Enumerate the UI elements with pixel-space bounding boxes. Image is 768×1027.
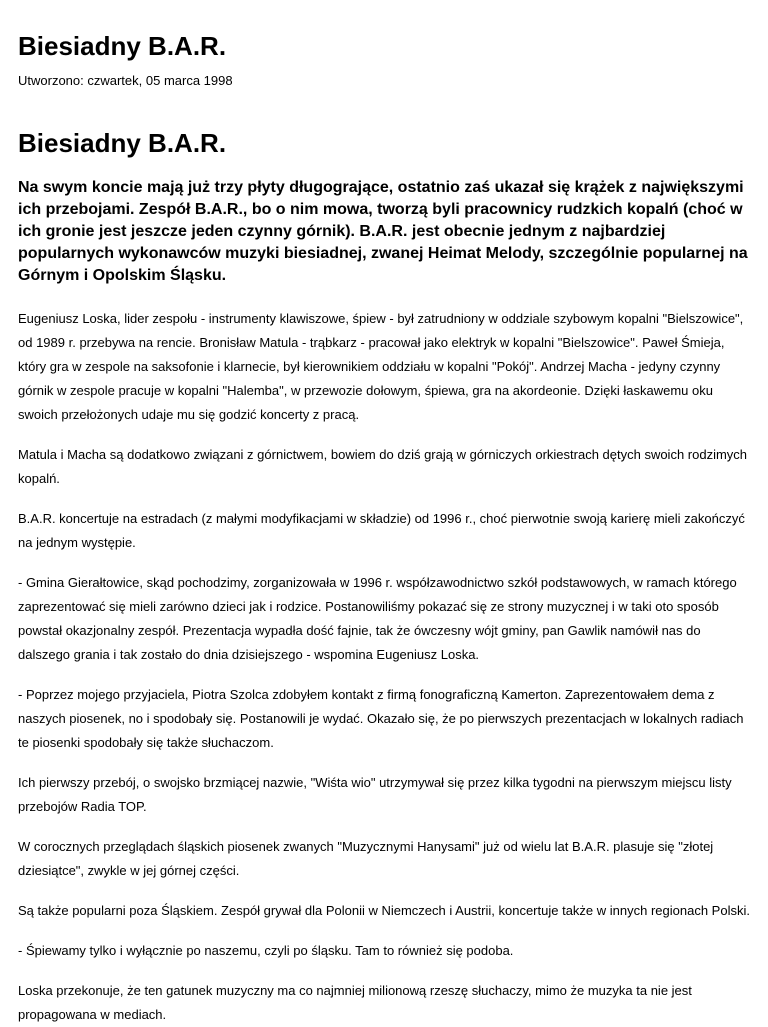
paragraph: Są także popularni poza Śląskiem. Zespół grywał dla Polonii w Niemczech i Austrii, koncertuje także w innych regionach Polski. (18, 903, 750, 918)
article-title: Biesiadny B.A.R. (18, 128, 227, 158)
paragraph: - Śpiewamy tylko i wyłącznie po naszemu, czyli po śląsku. Tam to również się podoba. (18, 943, 514, 958)
article-lead: Na swym koncie mają już trzy płyty długogrające, ostatnio zaś ukazał się krążek z największymi ich przebojami. Zespół B.A.R., bo o nim mowa, tworzą byli pracownicy rudzkich kopalń (choć w ich gronie jest jeszcze jeden czynny górnik). B.A.R. jest obecnie jednym z najbardziej popularnych wykonawców muzyki biesiadnej, zwanej Heimat Melody, szczególnie popularnej na Górnym i Opolskim Śląsku. (18, 179, 748, 284)
paragraph: - Poprzez mojego przyjaciela, Piotra Szolca zdobyłem kontakt z firmą fonograficzną Kamerton. Zaprezentowałem dema z naszych piosenek, no i spodobały się. Postanowili je wydać. Okazało się, że po pierwszych prezentacjach w lokalnych radiach te piosenki spodobały się także słuchaczom. (18, 687, 744, 750)
paragraph: Matula i Macha są dodatkowo związani z górnictwem, bowiem do dziś grają w górniczych orkiestrach dętych swoich rodzimych kopalń. (18, 447, 748, 486)
created-date: Utworzono: czwartek, 05 marca 1998 (18, 73, 233, 88)
paragraph: Ich pierwszy przebój, o swojsko brzmiącej nazwie, "Wiśta wio" utrzymywał się przez kilka tygodni na pierwszym miejscu listy przebojów Radia TOP. (18, 775, 732, 814)
paragraph: W corocznych przeglądach śląskich piosenek zwanych "Muzycznymi Hanysami" już od wielu lat B.A.R. plasuje się "złotej dziesiątce", zwykle w jej górnej części. (18, 839, 714, 878)
paragraph: Loska przekonuje, że ten gatunek muzyczny ma co najmniej milionową rzeszę słuchaczy, mimo że muzyka ta nie jest propagowana w mediach. (18, 983, 692, 1022)
page-title: Biesiadny B.A.R. (18, 31, 227, 61)
paragraph: - Gmina Gierałtowice, skąd pochodzimy, zorganizowała w 1996 r. współzawodnictwo szkół podstawowych, w ramach którego zaprezentować się mieli zarówno dzieci jak i rodzice. Postanowiliśmy pokazać się ze strony muzycznej i w taki oto sposób powstał okazjonalny zespół. Prezentacja wypadła dość fajnie, tak że ówczesny wójt gminy, pan Gawlik namówił nas do dalszego grania i tak zostało do dnia dzisiejszego - wspomina Eugeniusz Loska. (18, 575, 737, 662)
paragraph: Eugeniusz Loska, lider zespołu - instrumenty klawiszowe, śpiew - był zatrudniony w oddziale szybowym kopalni "Bielszowice", od 1989 r. przebywa na rencie. Bronisław Matula - trąbkarz - pracował jako elektryk w kopalni "Bielszowice". Paweł Śmieja, który gra w zespole na saksofonie i klarnecie, był kierownikiem oddziału w kopalni "Pokój". Andrzej Macha - jedyny czynny górnik w zespole pracuje w kopalni "Halemba", w przewozie dołowym, śpiewa, gra na akordeonie. Dzięki łaskawemu oku swoich przełożonych udaje mu się godzić koncerty z pracą. (18, 311, 744, 422)
article-body (18, 307, 750, 1027)
paragraph: B.A.R. koncertuje na estradach (z małymi modyfikacjami w składzie) od 1996 r., choć pierwotnie swoją karierę mieli zakończyć na jednym występie. (18, 511, 745, 550)
